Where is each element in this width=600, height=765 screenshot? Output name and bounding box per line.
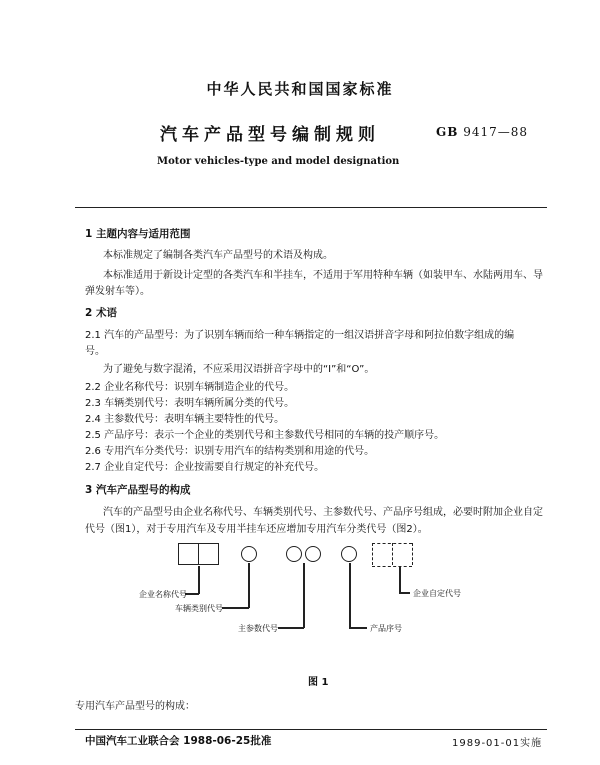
term-2-2: 2.2 企业名称代号：识别车辆制造企业的代号。 <box>85 382 295 393</box>
label-main-param-code: 主参数代号 <box>238 624 278 633</box>
effective-date: 1989-01-01实施 <box>452 738 543 749</box>
main-param-circle-2 <box>305 546 321 562</box>
section-1-para-2-cont: 弹发射车等）。 <box>85 286 150 297</box>
main-param-circle-1 <box>286 546 302 562</box>
figure-caption: 图 1 <box>308 677 329 688</box>
standard-code <box>436 125 528 139</box>
header-rule <box>75 207 547 208</box>
term-2-1-cont: 号。 <box>85 346 105 357</box>
section-1-para-2: 本标准适用于新设计定型的各类汽车和半挂车，不适用于军用特种车辆（如装甲车、水陆两用车、导 <box>103 270 543 281</box>
label-category-code: 车辆类别代号 <box>175 604 223 613</box>
term-2-1-note: 为了避免与数字混淆，不应采用汉语拼音字母中的“I”和“O”。 <box>103 364 375 375</box>
section-1-para-1: 本标准规定了编制各类汽车产品型号的术语及构成。 <box>103 250 333 261</box>
standard-heading: 中华人民共和国国家标准 <box>206 80 394 98</box>
company-code-box-2 <box>198 543 219 565</box>
section-2-heading: 2 术语 <box>85 307 117 319</box>
gb-number: 9417—88 <box>463 125 529 139</box>
term-2-4: 2.4 主参数代号：表明车辆主要特性的代号。 <box>85 414 285 425</box>
document-title: 汽车产品型号编制规则 <box>160 125 380 145</box>
serial-circle <box>341 546 357 562</box>
section-1-heading: 1 主题内容与适用范围 <box>85 228 191 240</box>
label-serial-number: 产品序号 <box>370 624 402 633</box>
english-title: Motor vehicles-type and model designation <box>157 156 400 167</box>
footer-rule <box>75 729 547 730</box>
category-code-circle <box>241 546 257 562</box>
section-3-para-cont: 代号（图1），对于专用汽车及专用半挂车还应增加专用汽车分类代号（图2）。 <box>85 524 428 535</box>
gb-prefix: GB <box>436 125 459 139</box>
term-2-7: 2.7 企业自定代号：企业按需要自行规定的补充代号。 <box>85 462 325 473</box>
term-2-5: 2.5 产品序号：表示一个企业的类别代号和主参数代号相同的车辆的投产顺序号。 <box>85 430 445 441</box>
term-2-3: 2.3 车辆类别代号：表明车辆所属分类的代号。 <box>85 398 295 409</box>
term-2-6: 2.6 专用汽车分类代号：识别专用汽车的结构类别和用途的代号。 <box>85 446 375 457</box>
company-code-box-1 <box>178 543 199 565</box>
special-vehicle-intro: 专用汽车产品型号的构成： <box>75 701 195 712</box>
approval-info: 中国汽车工业联合会 1988-06-25批准 <box>85 735 272 747</box>
label-company-code: 企业名称代号 <box>139 590 187 599</box>
section-3-para: 汽车的产品型号由企业名称代号、车辆类别代号、主参数代号、产品序号组成，必要时附加企业自定 <box>103 507 543 518</box>
label-custom-code: 企业自定代号 <box>413 589 461 598</box>
section-3-heading: 3 汽车产品型号的构成 <box>85 484 191 496</box>
term-2-1: 2.1 汽车的产品型号：为了识别车辆而给一种车辆指定的一组汉语拼音字母和阿拉伯数字组成的编 <box>85 330 515 341</box>
